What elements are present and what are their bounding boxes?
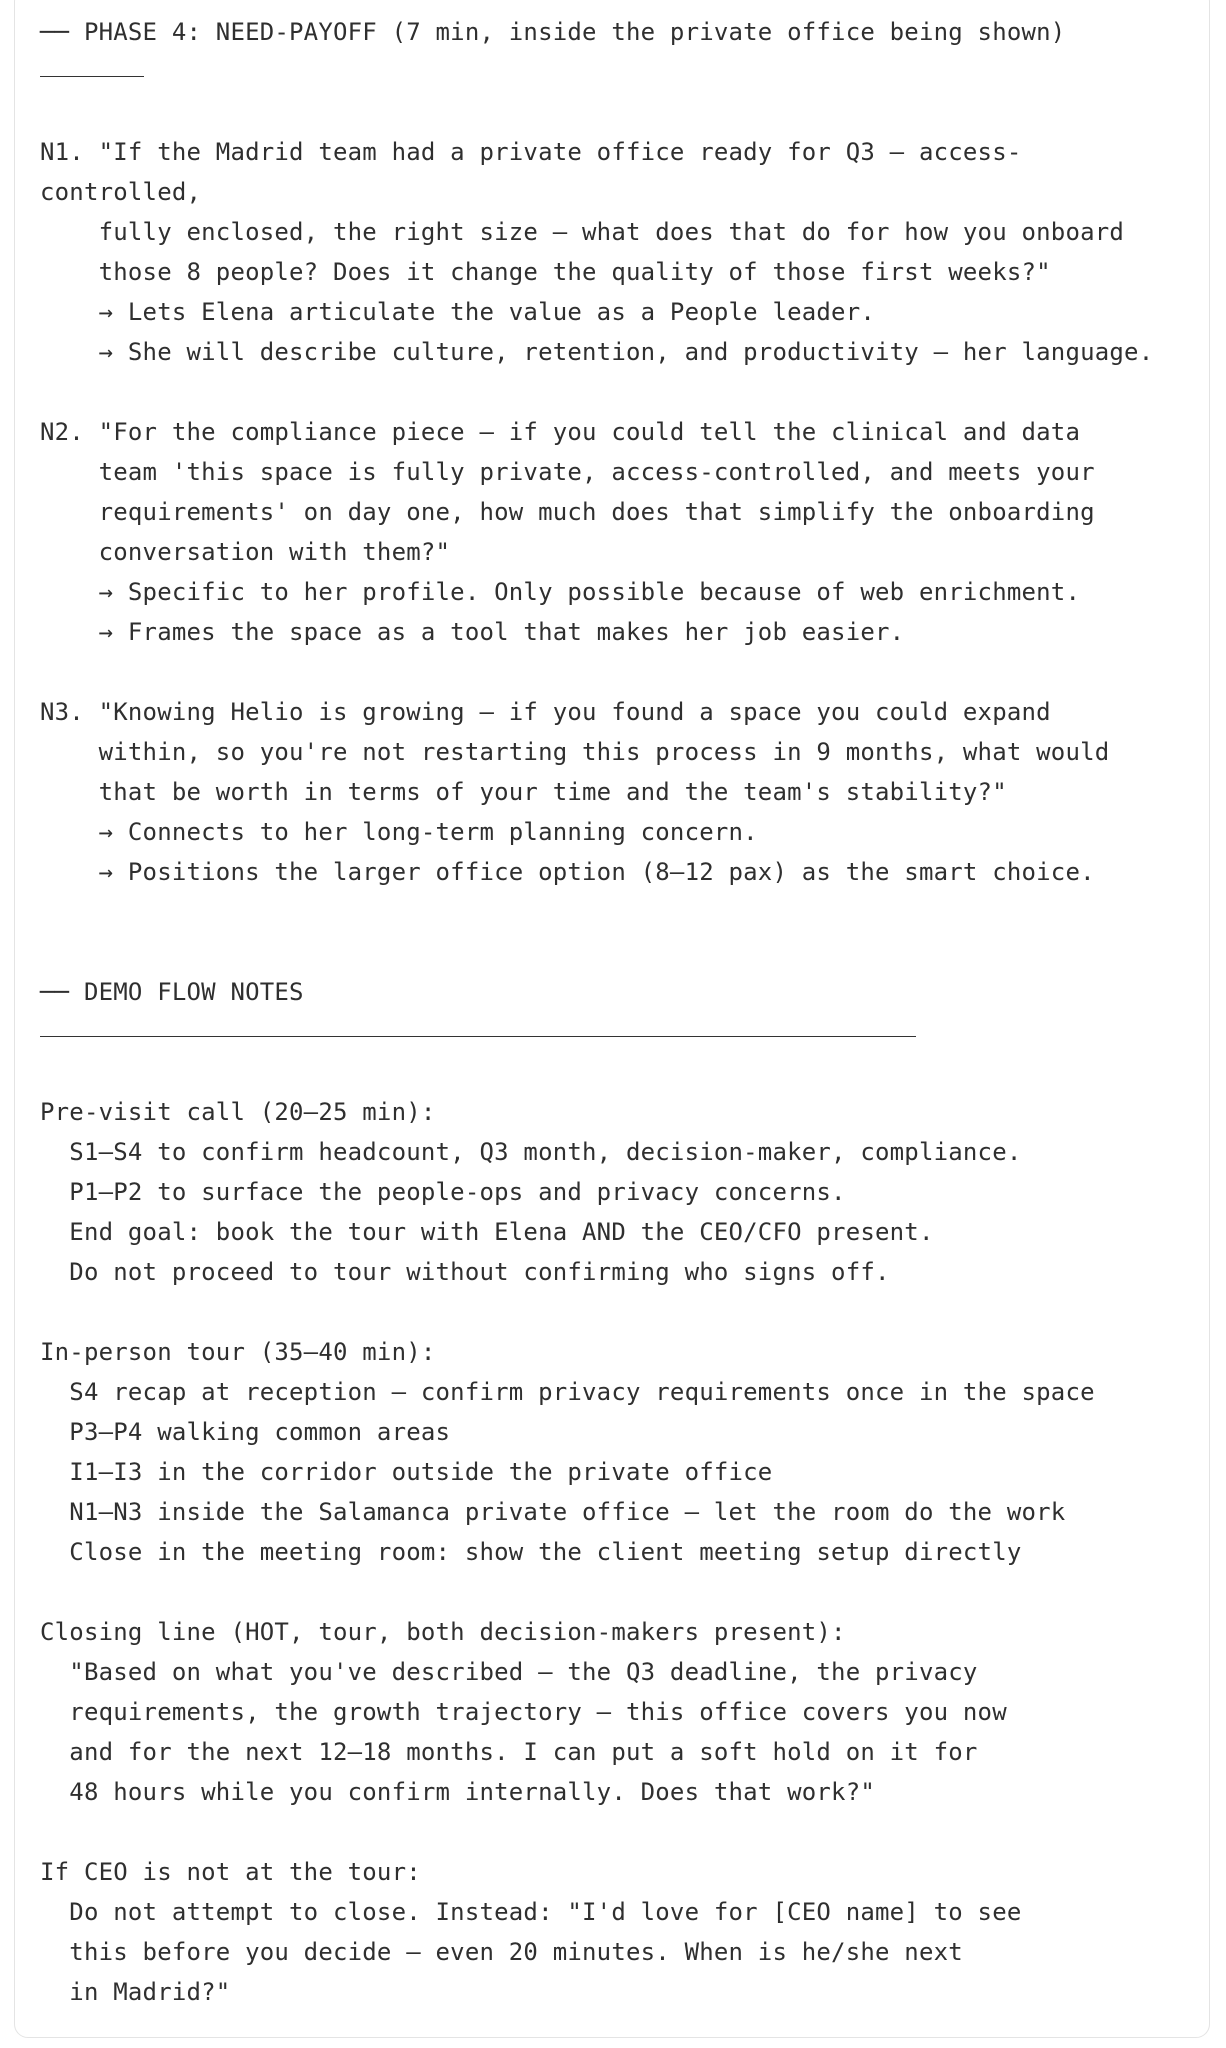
section-item: in Madrid?" [40,1978,231,2006]
question-n2 [40,412,1200,652]
question-line: fully enclosed, the right size — what does that do for how you onboard [40,218,1125,246]
spacer [40,1292,1200,1332]
section-item: Close in the meeting room: show the client meeting setup directly [40,1538,1022,1566]
section-item: P3–P4 walking common areas [40,1418,451,1446]
question-line: N3. "Knowing Helio is growing — if you found a space you could expand [40,698,1051,726]
question-note: → Specific to her profile. Only possible because of web enrichment. [40,578,1081,606]
spacer [40,932,1200,972]
question-n1 [40,132,1200,372]
question-note: → Frames the space as a tool that makes her job easier. [40,618,905,646]
spacer [40,372,1200,412]
section-item: Do not proceed to tour without confirming who signs off. [40,1258,890,1286]
pre-visit-section [40,1092,1200,1292]
section-item: and for the next 12–18 months. I can put a soft hold on it for [40,1738,978,1766]
section-item: S1–S4 to confirm headcount, Q3 month, decision-maker, compliance. [40,1138,1022,1166]
phase4-heading: ── PHASE 4: NEED-PAYOFF (7 min, inside the private office being shown) [40,18,1066,46]
spacer [40,1812,1200,1852]
section-item: P1–P2 to surface the people-ops and privacy concerns. [40,1178,846,1206]
section-title: Closing line (HOT, tour, both decision-makers present): [40,1618,846,1646]
phase4-heading-rule [40,52,1200,92]
demo-flow-heading: ── DEMO FLOW NOTES [40,978,304,1006]
spacer [40,1052,1200,1092]
section-item: this before you decide — even 20 minutes. When is he/she next [40,1938,963,1966]
section-item: I1–I3 in the corridor outside the private office [40,1458,773,1486]
question-line: those 8 people? Does it change the quality of those first weeks?" [40,258,1051,286]
closing-section [40,1612,1200,1812]
section-title: If CEO is not at the tour: [40,1858,421,1886]
question-line: team 'this space is fully private, access-controlled, and meets your [40,458,1095,486]
spacer [40,652,1200,692]
spacer [40,92,1200,132]
question-line: N1. "If the Madrid team had a private office ready for Q3 — access- [40,138,1022,166]
ceo-absent-section [40,1852,1200,2012]
section-title: In-person tour (35–40 min): [40,1338,436,1366]
question-line: controlled, [40,178,202,206]
question-note: → Connects to her long-term planning concern. [40,818,758,846]
in-person-section [40,1332,1200,1572]
question-note: → She will describe culture, retention, and productivity — her language. [40,338,1154,366]
section-item: N1–N3 inside the Salamanca private office — let the room do the work [40,1498,1066,1526]
question-line: that be worth in terms of your time and the team's stability?" [40,778,1007,806]
section-item: "Based on what you've described — the Q3 deadline, the privacy [40,1658,978,1686]
section-item: End goal: book the tour with Elena AND the CEO/CFO present. [40,1218,934,1246]
section-item: requirements, the growth trajectory — this office covers you now [40,1698,1007,1726]
question-note: → Positions the larger office option (8–12 pax) as the smart choice. [40,858,1095,886]
demo-flow-heading-rule [40,1012,1200,1052]
spacer [40,892,1200,932]
section-title: Pre-visit call (20–25 min): [40,1098,436,1126]
question-line: within, so you're not restarting this process in 9 months, what would [40,738,1110,766]
question-line: N2. "For the compliance piece — if you could tell the clinical and data [40,418,1081,446]
section-item: S4 recap at reception — confirm privacy requirements once in the space [40,1378,1095,1406]
question-line: requirements' on day one, how much does that simplify the onboarding [40,498,1095,526]
spacer [40,1572,1200,1612]
section-item: 48 hours while you confirm internally. Does that work?" [40,1778,876,1806]
question-n3 [40,692,1200,892]
document-body [40,12,1200,2012]
question-note: → Lets Elena articulate the value as a People leader. [40,298,876,326]
question-line: conversation with them?" [40,538,451,566]
section-item: Do not attempt to close. Instead: "I'd love for [CEO name] to see [40,1898,1022,1926]
